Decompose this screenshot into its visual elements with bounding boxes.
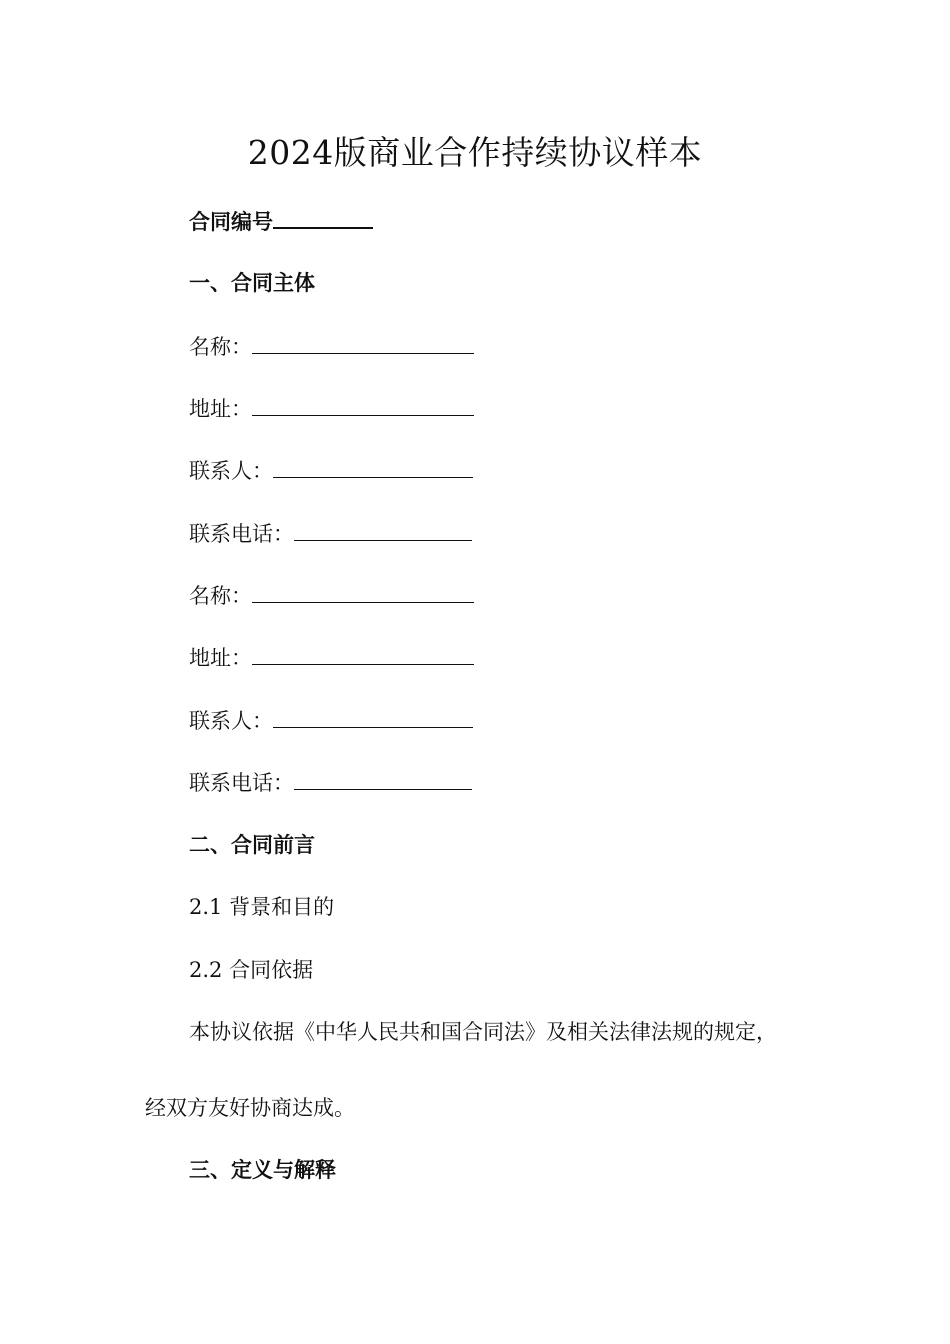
party-a-address-row	[189, 393, 474, 424]
party-a-contact-blank[interactable]	[273, 455, 473, 478]
party-a-phone-row	[189, 518, 472, 549]
contract-number-label: 合同编号	[189, 210, 273, 234]
item-background-purpose: 2.1 背景和目的	[189, 895, 335, 919]
party-a-name-blank[interactable]	[252, 331, 474, 354]
contract-number-row	[189, 205, 373, 237]
party-b-contact-blank[interactable]	[273, 705, 473, 728]
party-a-contact-label: 联系人：	[189, 459, 273, 483]
item-contract-basis: 2.2 合同依据	[189, 958, 314, 982]
party-b-phone-label: 联系电话：	[189, 771, 294, 795]
basis-paragraph-line2: 经双方友好协商达成。	[145, 1096, 355, 1120]
basis-paragraph-line1: 本协议依据《中华人民共和国合同法》及相关法律法规的规定，	[189, 1020, 777, 1044]
party-a-name-label: 名称：	[189, 335, 252, 359]
party-a-address-blank[interactable]	[252, 393, 474, 416]
party-b-phone-row	[189, 767, 472, 798]
party-b-address-blank[interactable]	[252, 642, 474, 665]
party-b-contact-row	[189, 705, 473, 736]
contract-number-blank[interactable]	[273, 205, 373, 229]
section-heading-parties: 一、合同主体	[189, 271, 315, 295]
party-a-phone-label: 联系电话：	[189, 522, 294, 546]
party-b-address-label: 地址：	[189, 646, 252, 670]
section-heading-preamble: 二、合同前言	[189, 833, 315, 857]
party-b-name-row	[189, 580, 474, 611]
party-b-phone-blank[interactable]	[294, 767, 472, 790]
party-b-contact-label: 联系人：	[189, 709, 273, 733]
party-a-phone-blank[interactable]	[294, 518, 472, 541]
party-a-address-label: 地址：	[189, 397, 252, 421]
party-b-name-label: 名称：	[189, 584, 252, 608]
party-b-name-blank[interactable]	[252, 580, 474, 603]
party-a-name-row	[189, 331, 474, 362]
party-b-address-row	[189, 642, 474, 673]
section-heading-definitions: 三、定义与解释	[189, 1158, 336, 1182]
party-a-contact-row	[189, 455, 473, 486]
document-title: 2024版商业合作持续协议样本	[247, 133, 703, 172]
